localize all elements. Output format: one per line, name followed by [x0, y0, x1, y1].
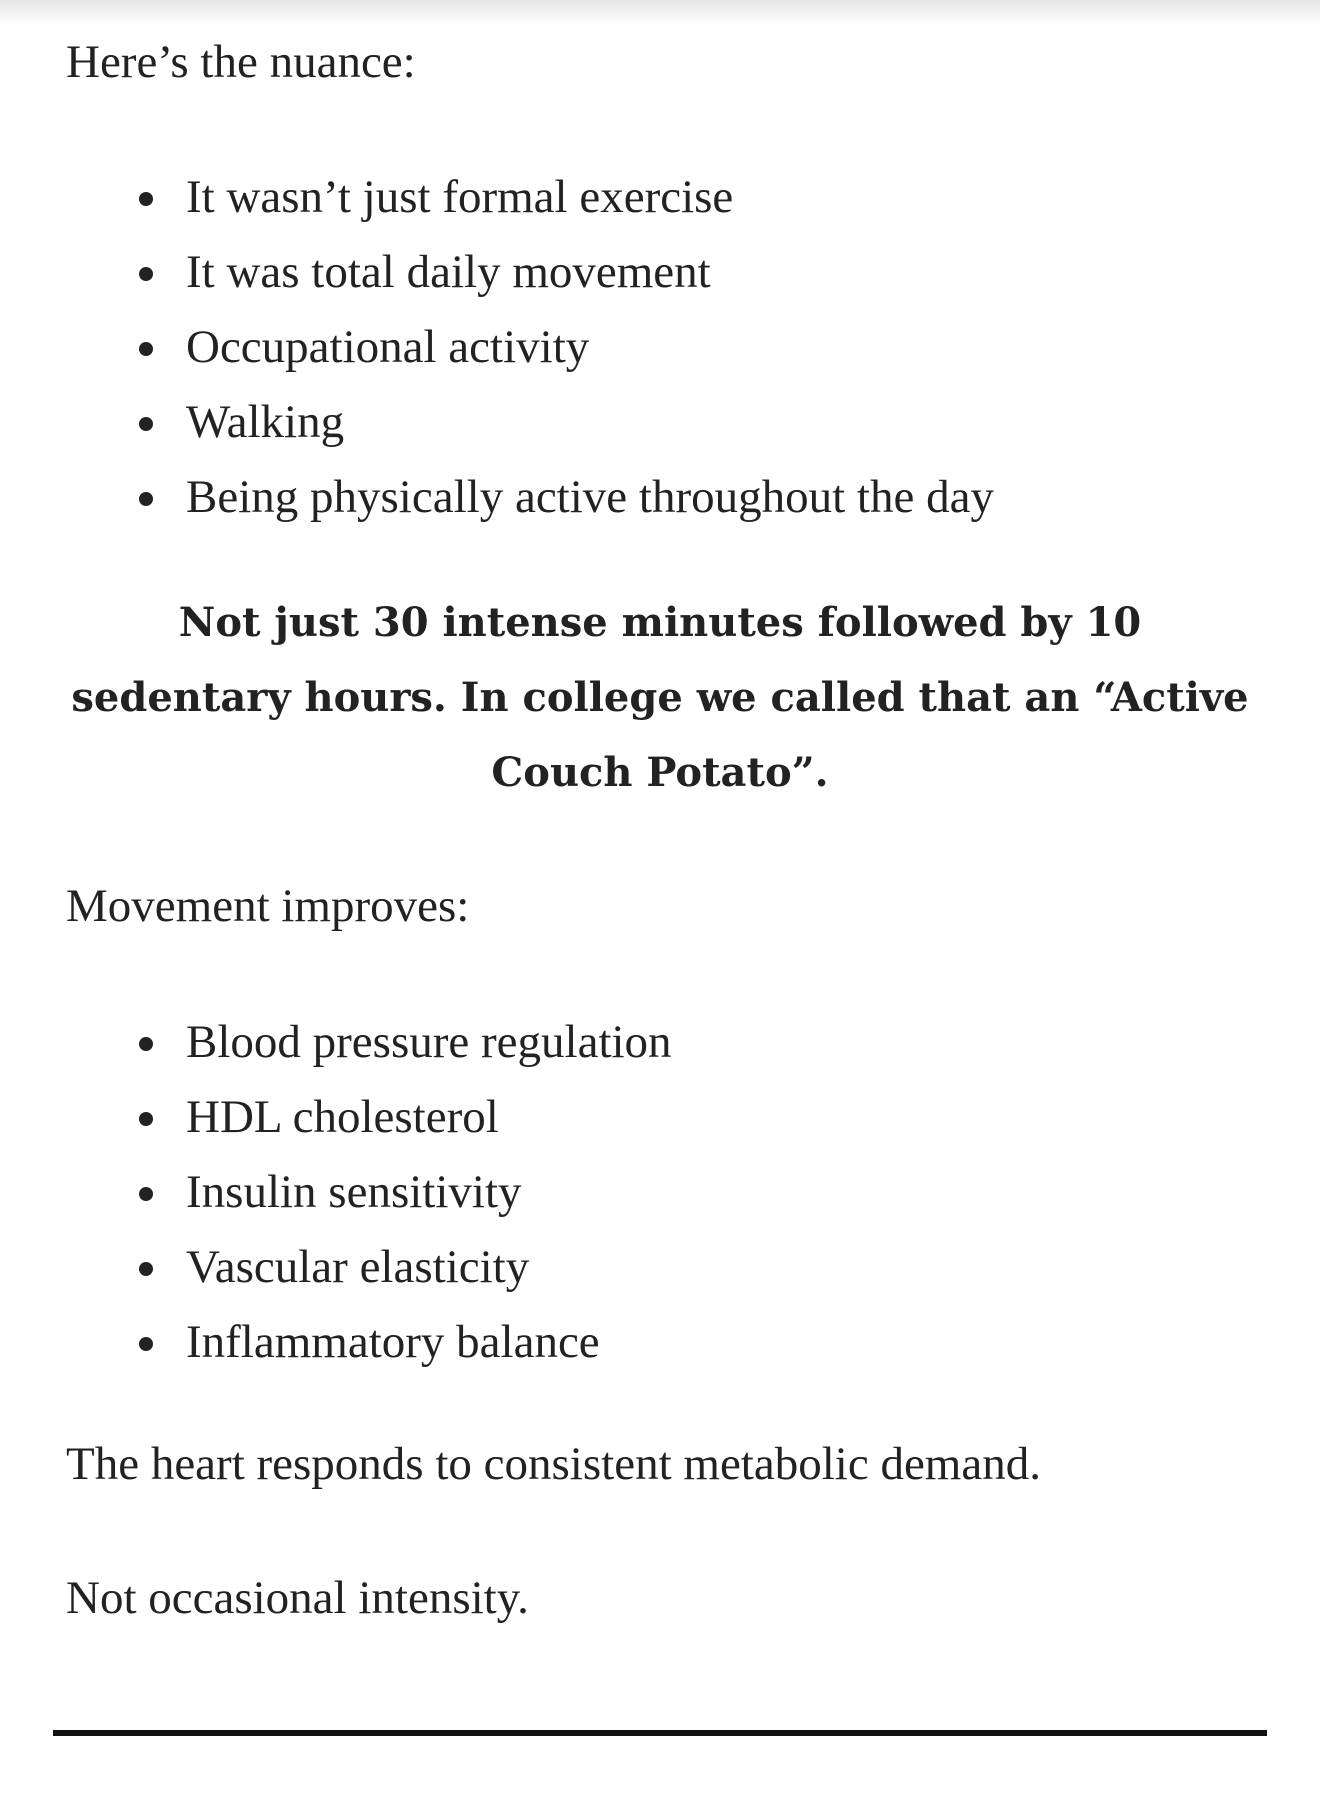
bullet-icon: [139, 342, 153, 356]
list-item-text: Blood pressure regulation: [186, 1016, 672, 1068]
list-item: [186, 460, 994, 535]
list-item-text: Being physically active throughout the day: [186, 471, 994, 523]
list-item-text: It wasn’t just formal exercise: [186, 171, 734, 223]
list-item: [186, 1080, 672, 1155]
intro-paragraph: Here’s the nuance:: [66, 36, 416, 88]
bullet-icon: [139, 492, 153, 506]
list-item: [186, 1305, 672, 1380]
list-item: [186, 235, 994, 310]
bullet-icon: [139, 1037, 153, 1051]
list-item: [186, 1230, 672, 1305]
list-item: [186, 160, 994, 235]
emphasis-paragraph: Not just 30 intense minutes followed by 10 sedentary hours. In college we called that an “Active Couch Potato”.: [71, 599, 1249, 796]
list-item-text: Walking: [186, 396, 345, 448]
nuance-list: [186, 160, 994, 535]
list-item: [186, 1005, 672, 1080]
bullet-icon: [139, 1187, 153, 1201]
top-fade-shadow: [0, 0, 1320, 26]
list-item-text: Vascular elasticity: [186, 1241, 530, 1293]
bullet-icon: [139, 192, 153, 206]
list-item-text: Occupational activity: [186, 321, 590, 373]
movement-paragraph: Movement improves:: [66, 880, 470, 932]
closing-paragraph-2: Not occasional intensity.: [66, 1572, 529, 1624]
bullet-icon: [139, 267, 153, 281]
list-item: [186, 385, 994, 460]
movement-list: [186, 1005, 672, 1380]
section-divider: [53, 1730, 1267, 1736]
list-item-text: HDL cholesterol: [186, 1091, 499, 1143]
bullet-icon: [139, 1262, 153, 1276]
list-item-text: It was total daily movement: [186, 246, 711, 298]
bullet-icon: [139, 417, 153, 431]
list-item-text: Inflammatory balance: [186, 1316, 600, 1368]
list-item: [186, 1155, 672, 1230]
bullet-icon: [139, 1112, 153, 1126]
list-item-text: Insulin sensitivity: [186, 1166, 522, 1218]
list-item: [186, 310, 994, 385]
bullet-icon: [139, 1337, 153, 1351]
closing-paragraph-1: The heart responds to consistent metabolic demand.: [66, 1438, 1041, 1490]
